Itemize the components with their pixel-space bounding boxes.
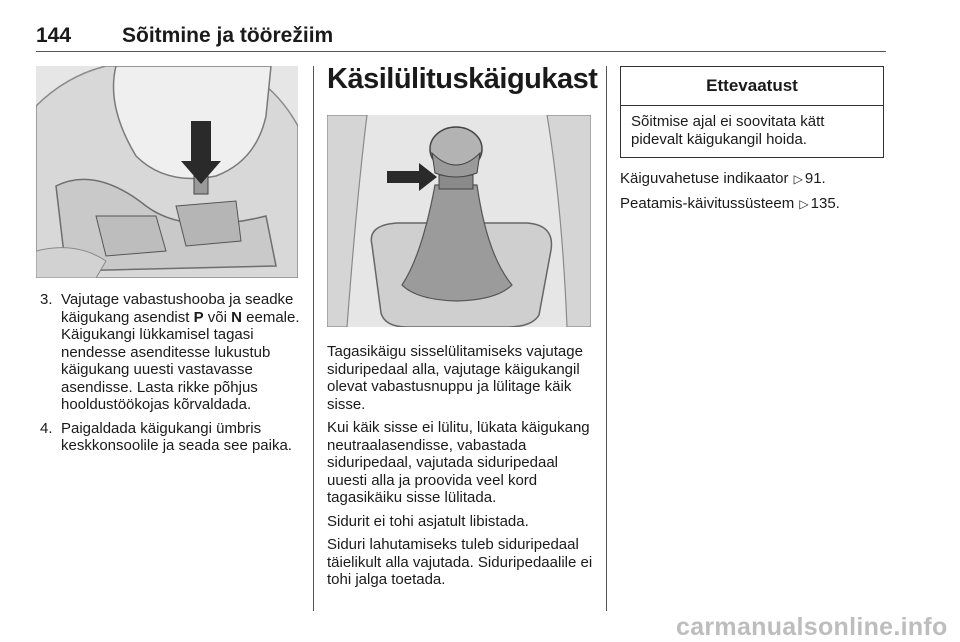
page-number: 144: [36, 24, 72, 47]
watermark: carmanualsonline.info: [676, 613, 948, 641]
illustration-shift-release: [36, 66, 298, 278]
list-item-text: Paigaldada käigukangi ümbris keskkonsoolile ja seada see paika.: [61, 419, 292, 454]
caution-title: Ettevaatust: [621, 67, 883, 106]
position-n: N: [231, 308, 242, 326]
illustration-gear-lever: [327, 115, 591, 327]
gear-lever-drawing: [327, 115, 591, 327]
column-divider-right: [606, 66, 607, 611]
paragraph: Siduri lahutamiseks tuleb siduripedaal täielikult alla vajutada. Siduripedaalile ei tohi jalga toetada.: [327, 536, 593, 588]
right-column-text: [620, 170, 890, 219]
cross-reference-page[interactable]: 91.: [804, 170, 826, 187]
shift-release-drawing: [36, 66, 298, 278]
paragraph: Tagasikäigu sisselülitamiseks vajutage siduripedaal alla, vajutage käigukangil olevat vabastusnuppu ja lülitage käik sisse.: [327, 343, 583, 413]
list-item: [36, 420, 304, 455]
left-column-text: [36, 291, 304, 461]
chapter-title: Sõitmine ja töörežiim: [122, 24, 334, 47]
list-item: [36, 291, 304, 414]
caution-text: Sõitmise ajal ei soovitata kätt pidevalt käigukangil hoida.: [631, 113, 825, 148]
column-divider-left: [313, 66, 314, 611]
cross-reference: [620, 195, 890, 214]
header-divider: [36, 51, 886, 52]
list-item-number: 4.: [40, 419, 53, 437]
page-reference-arrow-icon: ▷: [799, 196, 809, 211]
cross-reference-text: Käiguvahetuse indikaator: [620, 170, 789, 187]
list-item-text: eemale. Käigukangi lükkamisel tagasi nendesse asenditesse lukustub käigukang uuesti vastavasse asendisse. Lasta rikke põhjus hooldustöökojas kõrvaldada.: [61, 308, 300, 413]
cross-reference: [620, 170, 890, 189]
cross-reference-text: Peatamis-käivitussüsteem: [620, 194, 795, 212]
list-item-number: 3.: [40, 291, 53, 308]
paragraph: Kui käik sisse ei lülitu, lükata käigukang neutraalasendisse, vabastada siduripedaal, vajutada siduripedaal uuesti alla ja proovida veel kord tagasikäiku sisse lülitada.: [327, 419, 590, 506]
middle-column-text: [327, 343, 597, 595]
paragraph: Sidurit ei tohi asjatult libistada.: [327, 512, 529, 530]
instruction-list: [36, 291, 304, 455]
page-header: [36, 24, 886, 52]
caution-box: [620, 66, 884, 158]
section-heading: Käsilülituskäigukast: [327, 63, 598, 95]
list-item-text: Vajutage vabastushooba ja seadke käigukang asendist: [61, 291, 294, 326]
position-p: P: [193, 308, 204, 326]
list-item-text: või: [203, 308, 232, 326]
cross-reference-page[interactable]: 135.: [810, 194, 840, 212]
page-reference-arrow-icon: ▷: [793, 172, 803, 186]
